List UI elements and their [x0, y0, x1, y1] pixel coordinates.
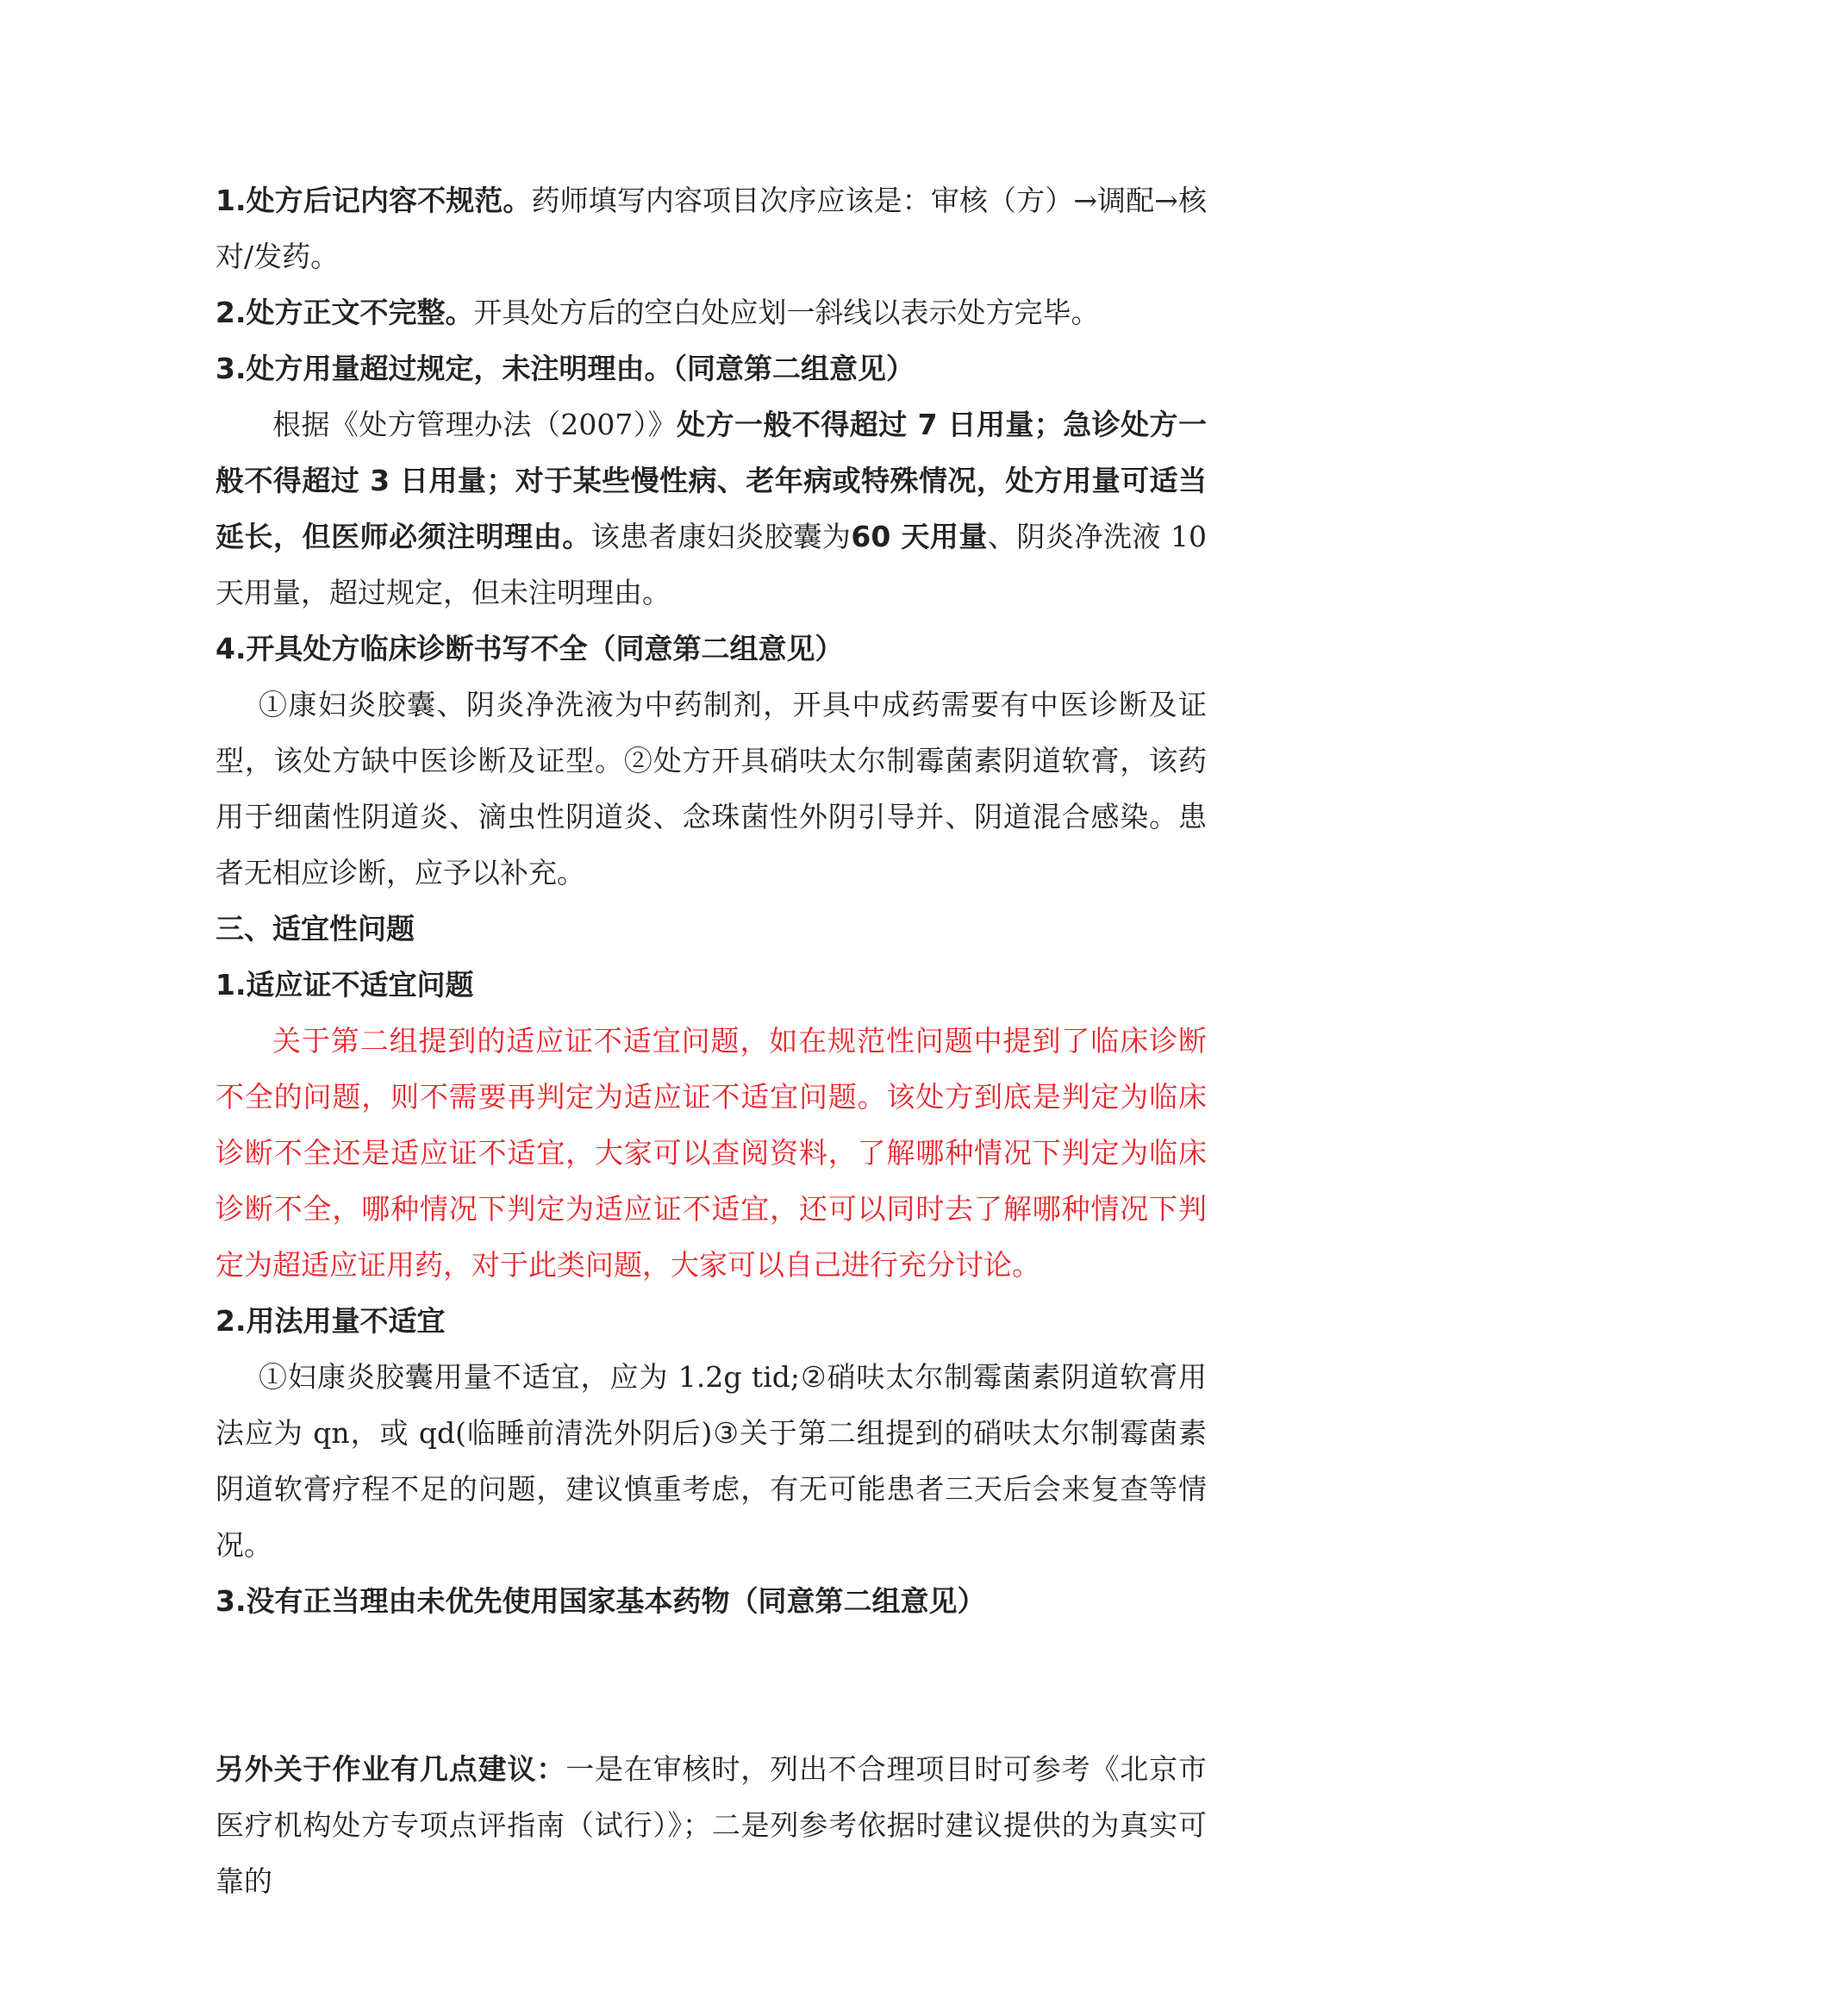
item-3-text-3: 、阴炎净洗液 10 天用量，超过规定，但未注明理由。 [215, 520, 1207, 609]
suggestion-paragraph [215, 1741, 1207, 1909]
item-1-heading: 1.处方后记内容不规范。 [215, 184, 532, 217]
section-3-item-2-paragraph: ①妇康炎胶囊用量不适宜，应为 1.2g tid;②硝呋太尔制霉菌素阴道软膏用法应为 qn，或 qd(临睡前清洗外阴后)③关于第二组提到的硝呋太尔制霉菌素阴道软膏疗程不足的问题，建议慎重考虑，有无可能患者三天后会来复查等情况。 [215, 1360, 1207, 1562]
item-4-heading: 4.开具处方临床诊断书写不全（同意第二组意见） [215, 632, 844, 665]
item-3-bold-1: 处方一般不得超过 7 日用量；急诊处方一般不得超过 3 日用量；对于某些慢性病、老年病或特殊情况，处方用量可适当延长，但医师必须注明理由。 [215, 408, 1207, 553]
section-3-item-1-red-paragraph: 关于第二组提到的适应证不适宜问题，如在规范性问题中提到了临床诊断不全的问题，则不需要再判定为适应证不适宜问题。该处方到底是判定为临床诊断不全还是适应证不适宜，大家可以查阅资料，了解哪种情况下判定为临床诊断不全，哪种情况下判定为适应证不适宜，还可以同时去了解哪种情况下判定为超适应证用药，对于此类问题，大家可以自己进行充分讨论。 [215, 1024, 1207, 1282]
section-3-item-1-heading: 1.适应证不适宜问题 [215, 968, 474, 1002]
blank-spacer [215, 1629, 1207, 1741]
item-2-paragraph [215, 284, 1207, 340]
item-3-heading: 3.处方用量超过规定，未注明理由。（同意第二组意见） [215, 352, 915, 385]
section-3-title: 三、适宜性问题 [215, 912, 415, 946]
item-3-bold-2: 60 天用量 [851, 520, 988, 553]
item-1-paragraph [215, 172, 1207, 284]
item-1-text: 药师填写内容项目次序应该是：审核（方）→调配→核对/发药。 [215, 184, 1207, 273]
item-4-paragraph: ①康妇炎胶囊、阴炎净洗液为中药制剂，开具中成药需要有中医诊断及证型，该处方缺中医诊断及证型。②处方开具硝呋太尔制霉菌素阴道软膏，该药用于细菌性阴道炎、滴虫性阴道炎、念珠菌性外阴引导并、阴道混合感染。患者无相应诊断，应予以补充。 [215, 688, 1207, 889]
item-3-text-2: 该患者康妇炎胶囊为 [590, 520, 852, 553]
item-3-text-1: 根据《处方管理办法（2007）》 [272, 408, 677, 441]
suggestion-heading: 另外关于作业有几点建议： [215, 1752, 566, 1786]
document-body [215, 172, 1207, 1909]
item-3-paragraph [215, 396, 1207, 621]
section-3-item-2-heading: 2.用法用量不适宜 [215, 1304, 446, 1338]
section-3-item-3-heading: 3.没有正当理由未优先使用国家基本药物（同意第二组意见） [215, 1584, 986, 1618]
suggestion-text: 一是在审核时，列出不合理项目时可参考《北京市医疗机构处方专项点评指南（试行）》；二是列参考依据时建议提供的为真实可靠的 [215, 1752, 1208, 1898]
item-2-heading: 2.处方正文不完整。 [215, 296, 474, 329]
item-2-text: 开具处方后的空白处应划一斜线以表示处方完毕。 [473, 296, 1100, 329]
